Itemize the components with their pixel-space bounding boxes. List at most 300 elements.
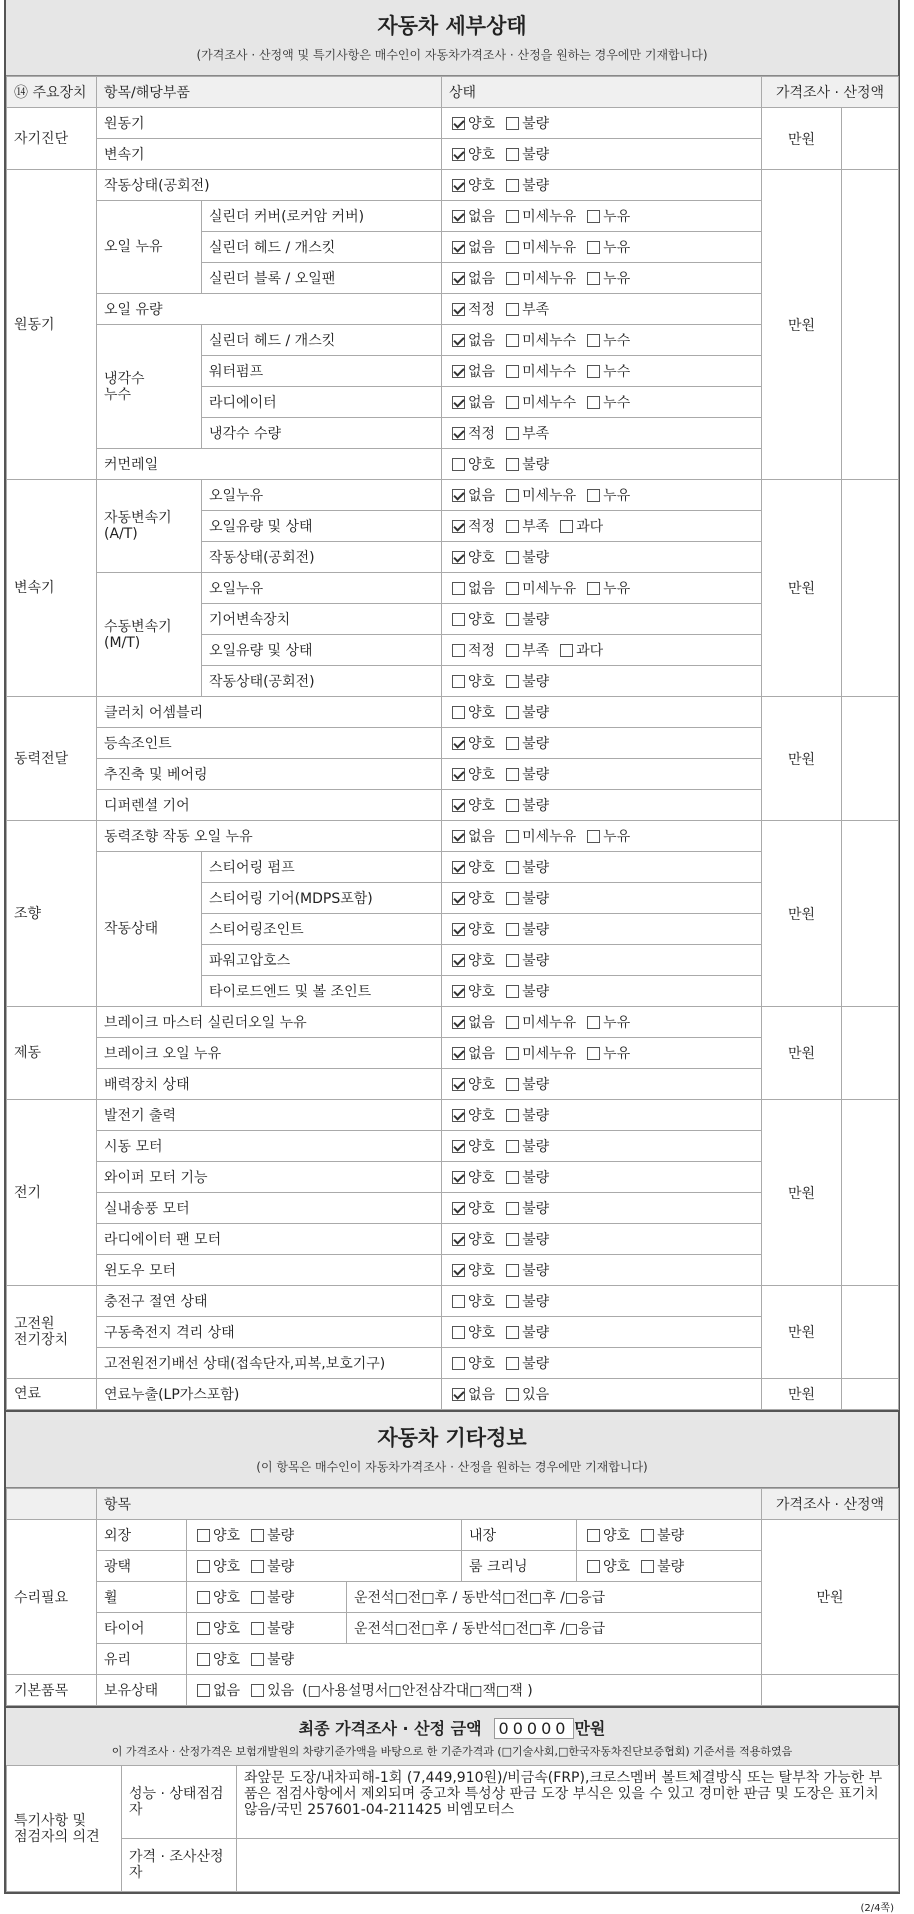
table-row (7, 1520, 899, 1551)
item-label: 고전원전기배선 상태(접속단자,피복,보호기구) (97, 1348, 442, 1379)
option-label: 불량 (522, 705, 550, 721)
item-label: 브레이크 마스터 실린더오일 누유 (97, 1007, 442, 1038)
checkbox-checked[interactable] (452, 1171, 465, 1184)
item-label: 충전구 절연 상태 (97, 1286, 442, 1317)
state-cell (442, 263, 762, 294)
seat-position-cell[interactable]: 운전석□전□후 / 동반석□전□후 /□응급 (347, 1582, 762, 1613)
checkbox[interactable] (506, 954, 519, 967)
option-label: 양호 (468, 1294, 496, 1310)
item-label: 실린더 헤드 / 개스킷 (202, 232, 442, 263)
checkbox[interactable] (506, 1109, 519, 1122)
checkbox-checked[interactable] (452, 799, 465, 812)
item-label: 오일유량 및 상태 (202, 635, 442, 666)
price-unit-cell[interactable]: 만원 (762, 1286, 842, 1379)
state-cell (442, 1379, 762, 1410)
checkbox[interactable] (506, 272, 519, 285)
checkbox[interactable] (452, 1357, 465, 1370)
state-cell (442, 1162, 762, 1193)
table-header-row (7, 77, 899, 108)
price-value-cell[interactable] (842, 1379, 899, 1410)
checkbox-checked[interactable] (452, 427, 465, 440)
checkbox-checked[interactable] (452, 365, 465, 378)
table-row (7, 821, 899, 852)
option-label: 양호 (468, 1356, 496, 1372)
final-note: 이 가격조사 · 산정가격은 보험개발원의 차량기준가액을 바탕으로 한 기준가격과 (□기술사회,□한국자동차진단보증협회) 기준서를 적용하였음 (111, 1745, 793, 1758)
option-label: 양호 (468, 736, 496, 752)
option-label: 불량 (522, 1294, 550, 1310)
price-value-cell[interactable] (842, 1100, 899, 1286)
checkbox[interactable] (506, 768, 519, 781)
checkbox[interactable] (197, 1684, 210, 1697)
state-cell: 양호 불량 (187, 1551, 462, 1582)
checkbox-checked[interactable] (452, 148, 465, 161)
option-label: 불량 (522, 674, 550, 690)
price-unit-cell[interactable]: 만원 (762, 1100, 842, 1286)
option-label: 없음 (468, 364, 496, 380)
state-cell (442, 666, 762, 697)
item-label: 변속기 (97, 139, 442, 170)
checkbox-checked[interactable] (452, 954, 465, 967)
checkbox-checked[interactable] (452, 923, 465, 936)
option-label: 양호 (468, 674, 496, 690)
group-label: 고전원 전기장치 (7, 1286, 97, 1379)
checkbox-checked[interactable] (452, 768, 465, 781)
item-label: 원동기 (97, 108, 442, 139)
option-label: 불량 (522, 550, 550, 566)
inspection-form-page (4, 0, 900, 1914)
item-label: 광택 (97, 1551, 187, 1582)
checkbox[interactable] (506, 1233, 519, 1246)
checkbox-checked[interactable] (452, 1140, 465, 1153)
state-cell (442, 1069, 762, 1100)
state-cell: 양호 불량 (187, 1644, 762, 1675)
option-label: 적정 (468, 519, 496, 535)
checkbox[interactable] (587, 210, 600, 223)
checkbox[interactable] (197, 1529, 210, 1542)
inspector-label: 성능 · 상태점검 자 (122, 1766, 237, 1839)
checkbox[interactable] (587, 272, 600, 285)
table-row (7, 1286, 899, 1317)
checkbox-checked[interactable] (452, 830, 465, 843)
state-cell (442, 728, 762, 759)
checkbox[interactable] (587, 334, 600, 347)
option-label: 양호 (468, 1201, 496, 1217)
detail-table (6, 76, 899, 1410)
item-label: 스티어링 펌프 (202, 852, 442, 883)
checkbox-checked[interactable] (452, 1016, 465, 1029)
option-label: 누수 (603, 333, 631, 349)
option-label: 미세누유 (522, 271, 577, 287)
checkbox-checked[interactable] (452, 1078, 465, 1091)
checkbox[interactable] (560, 520, 573, 533)
state-cell (442, 1224, 762, 1255)
checkbox[interactable] (587, 1016, 600, 1029)
checkbox-checked[interactable] (452, 985, 465, 998)
option-label: 양호 (468, 984, 496, 1000)
table-row (7, 1839, 899, 1892)
checkbox[interactable] (506, 1047, 519, 1060)
checkbox[interactable] (452, 675, 465, 688)
checkbox[interactable] (506, 1078, 519, 1091)
checkbox[interactable] (506, 1388, 519, 1401)
checkbox-checked[interactable] (452, 1233, 465, 1246)
item-label: 작동상태(공회전) (202, 666, 442, 697)
checkbox[interactable] (560, 644, 573, 657)
state-cell (442, 542, 762, 573)
checkbox[interactable] (587, 1560, 600, 1573)
item-label: 룸 크리닝 (462, 1551, 577, 1582)
group-label: 기본품목 (7, 1675, 97, 1706)
option-label: 불량 (522, 984, 550, 1000)
item-label: 휠 (97, 1582, 187, 1613)
checkbox-checked[interactable] (452, 396, 465, 409)
price-unit-cell[interactable]: 만원 (762, 1379, 842, 1410)
checkbox[interactable] (587, 365, 600, 378)
state-cell (442, 449, 762, 480)
group-label: 자기진단 (7, 108, 97, 170)
state-cell (442, 480, 762, 511)
group-label: 동력전달 (7, 697, 97, 821)
checkbox-checked[interactable] (452, 489, 465, 502)
checkbox[interactable] (197, 1591, 210, 1604)
price-value-cell[interactable] (842, 1007, 899, 1100)
checkbox-checked[interactable] (452, 210, 465, 223)
checkbox-checked[interactable] (452, 892, 465, 905)
checkbox[interactable] (506, 644, 519, 657)
remarks-table (6, 1765, 899, 1892)
option-label: 양호 (468, 1170, 496, 1186)
checkbox[interactable] (506, 117, 519, 130)
state-cell (442, 1255, 762, 1286)
checkbox-checked[interactable] (452, 1264, 465, 1277)
item-label: 구동축전지 격리 상태 (97, 1317, 442, 1348)
option-label: 불량 (522, 1139, 550, 1155)
item-label: 워터펌프 (202, 356, 442, 387)
checkbox[interactable] (587, 582, 600, 595)
state-cell (442, 170, 762, 201)
item-label: 연료누출(LP가스포함) (97, 1379, 442, 1410)
section-title: 자동차 기타정보 (377, 1426, 527, 1450)
table-header-row (7, 1489, 899, 1520)
checkbox[interactable] (506, 1357, 519, 1370)
option-label: 미세누수 (522, 333, 577, 349)
option-label: 누유 (603, 240, 631, 256)
table-row (7, 480, 899, 511)
state-cell (442, 852, 762, 883)
price-unit-cell[interactable]: 만원 (762, 170, 842, 480)
checkbox[interactable] (452, 1295, 465, 1308)
option-label: 없음 (468, 829, 496, 845)
checkbox-checked[interactable] (452, 1388, 465, 1401)
option-label: 누유 (603, 829, 631, 845)
price-unit-cell[interactable]: 만원 (762, 1007, 842, 1100)
checkbox[interactable] (506, 179, 519, 192)
checkbox[interactable] (506, 799, 519, 812)
option-label: 부족 (522, 426, 550, 442)
seat-position-cell[interactable]: 운전석□전□후 / 동반석□전□후 /□응급 (347, 1613, 762, 1644)
checkbox[interactable] (251, 1684, 264, 1697)
state-cell (442, 697, 762, 728)
option-label: 양호 (468, 891, 496, 907)
checkbox[interactable] (506, 861, 519, 874)
checkbox[interactable] (506, 1171, 519, 1184)
item-label: 냉각수 수량 (202, 418, 442, 449)
state-cell: 양호 불량 (187, 1613, 347, 1644)
checkbox[interactable] (641, 1529, 654, 1542)
checkbox[interactable] (506, 830, 519, 843)
option-label: 양호 (468, 1139, 496, 1155)
option-label: 누유 (603, 488, 631, 504)
checkbox-checked[interactable] (452, 520, 465, 533)
option-label: 양호 (468, 1077, 496, 1093)
checkbox[interactable] (197, 1560, 210, 1573)
state-cell: 없음 있음 (□사용설명서□안전삼각대□잭□잭 ) (187, 1675, 762, 1706)
item-label: 오일누유 (202, 480, 442, 511)
checkbox[interactable] (506, 365, 519, 378)
other-info-table (6, 1488, 899, 1706)
checkbox[interactable] (506, 1295, 519, 1308)
price-unit-cell[interactable]: 만원 (762, 697, 842, 821)
state-cell (442, 821, 762, 852)
group-label: 전기 (7, 1100, 97, 1286)
price-inspector-remarks[interactable] (237, 1839, 899, 1892)
inspector-remarks[interactable]: 좌앞문 도장/내차피해-1회 (7,449,910원)/비금속(FRP),크로스멤버 볼트체결방식 또는 탈부착 가능한 부품은 점검사항에서 제외되며 중고차 특성상 판금 도장 부식은 있을 수 있고 경미한 판금 및 도장은 표기치 않음/국민 257601-04-211425 비엠모터스 (237, 1766, 899, 1839)
checkbox[interactable] (506, 737, 519, 750)
option-label: 불량 (522, 860, 550, 876)
checkbox[interactable] (587, 830, 600, 843)
item-label: 타이어 (97, 1613, 187, 1644)
option-label: 양호 (468, 116, 496, 132)
checkbox[interactable] (506, 675, 519, 688)
item-label: 동력조향 작동 오일 누유 (97, 821, 442, 852)
state-cell (442, 1286, 762, 1317)
item-label: 커먼레일 (97, 449, 442, 480)
item-label: 기어변속장치 (202, 604, 442, 635)
checkbox[interactable] (251, 1591, 264, 1604)
checkbox-checked[interactable] (452, 861, 465, 874)
group-label: 제동 (7, 1007, 97, 1100)
state-cell (442, 976, 762, 1007)
group-label: 변속기 (7, 480, 97, 697)
option-label: 누수 (603, 395, 631, 411)
option-label: 없음 (468, 1046, 496, 1062)
checkbox[interactable] (251, 1560, 264, 1573)
item-label: 파워고압호스 (202, 945, 442, 976)
option-label: 불량 (522, 1201, 550, 1217)
checkbox[interactable] (506, 923, 519, 936)
checkbox[interactable] (506, 520, 519, 533)
option-label: 불량 (522, 1077, 550, 1093)
checkbox[interactable] (197, 1653, 210, 1666)
checkbox[interactable] (506, 396, 519, 409)
option-label: 불량 (522, 178, 550, 194)
checkbox-checked[interactable] (452, 1202, 465, 1215)
option-label: 없음 (468, 333, 496, 349)
option-label: 누유 (603, 1046, 631, 1062)
table-row (7, 108, 899, 139)
checkbox-checked[interactable] (452, 179, 465, 192)
checkbox[interactable] (197, 1622, 210, 1635)
state-cell (442, 1193, 762, 1224)
state-cell: 양호 불량 (577, 1551, 762, 1582)
checkbox[interactable] (506, 1264, 519, 1277)
price-value-cell[interactable] (842, 1286, 899, 1379)
checkbox-checked[interactable] (452, 737, 465, 750)
checkbox[interactable] (506, 892, 519, 905)
checkbox[interactable] (452, 706, 465, 719)
option-label: 불량 (522, 953, 550, 969)
option-label: 누유 (603, 581, 631, 597)
option-label: 양호 (468, 1232, 496, 1248)
option-label: 누수 (603, 364, 631, 380)
state-cell: 양호 불량 (577, 1520, 762, 1551)
option-label: 불량 (522, 1356, 550, 1372)
checkbox[interactable] (506, 241, 519, 254)
checkbox[interactable] (506, 1326, 519, 1339)
option-label: 없음 (468, 395, 496, 411)
price-value-cell[interactable] (842, 108, 899, 170)
option-label: 불량 (522, 1325, 550, 1341)
option-label: 불량 (522, 736, 550, 752)
checkbox-checked[interactable] (452, 272, 465, 285)
state-cell (442, 139, 762, 170)
price-value-cell[interactable] (842, 697, 899, 821)
subgroup-label: 작동상태 (97, 852, 202, 1007)
item-label: 보유상태 (97, 1675, 187, 1706)
state-cell (442, 387, 762, 418)
checkbox[interactable] (587, 241, 600, 254)
checkbox-checked[interactable] (452, 334, 465, 347)
item-label: 실린더 헤드 / 개스킷 (202, 325, 442, 356)
checkbox[interactable] (452, 1326, 465, 1339)
item-label: 발전기 출력 (97, 1100, 442, 1131)
checkbox-checked[interactable] (452, 551, 465, 564)
option-label: 양호 (468, 612, 496, 628)
checkbox[interactable] (587, 1047, 600, 1060)
checkbox[interactable] (506, 1016, 519, 1029)
checkbox[interactable] (506, 706, 519, 719)
item-label: 실내송풍 모터 (97, 1193, 442, 1224)
state-cell (442, 232, 762, 263)
checkbox[interactable] (452, 644, 465, 657)
col-header-item: 항목/해당부품 (97, 77, 442, 108)
checkbox[interactable] (587, 1529, 600, 1542)
col-header-price: 가격조사 · 산정액 (762, 77, 899, 108)
checkbox-checked[interactable] (452, 1047, 465, 1060)
checkbox[interactable] (506, 148, 519, 161)
checkbox-checked[interactable] (452, 117, 465, 130)
option-label: 없음 (468, 240, 496, 256)
checkbox[interactable] (452, 613, 465, 626)
price-cell[interactable]: 만원 (762, 1520, 899, 1675)
item-label: 내장 (462, 1520, 577, 1551)
option-label: 양호 (468, 922, 496, 938)
checkbox[interactable] (506, 458, 519, 471)
checkbox[interactable] (251, 1529, 264, 1542)
option-label: 양호 (468, 457, 496, 473)
checkbox[interactable] (506, 334, 519, 347)
option-label: 양호 (468, 953, 496, 969)
group-label: 원동기 (7, 170, 97, 480)
state-cell: 양호 불량 (187, 1582, 347, 1613)
subgroup-label: 냉각수 누수 (97, 325, 202, 449)
item-label: 실린더 커버(로커암 커버) (202, 201, 442, 232)
section-subtitle: (가격조사 · 산정액 및 특기사항은 매수인이 자동차가격조사 · 산정을 원하는 경우에만 기재합니다) (196, 48, 708, 62)
checkbox[interactable] (506, 1140, 519, 1153)
col-header-item: 항목 (97, 1489, 762, 1520)
price-unit-cell[interactable]: 만원 (762, 821, 842, 1007)
final-amount-unit: 만원 (574, 1719, 606, 1738)
item-label: 작동상태(공회전) (97, 170, 442, 201)
price-unit-cell[interactable]: 만원 (762, 480, 842, 697)
checkbox[interactable] (506, 551, 519, 564)
item-label: 라디에이터 (202, 387, 442, 418)
checkbox[interactable] (452, 582, 465, 595)
checkbox[interactable] (506, 489, 519, 502)
state-cell (442, 1348, 762, 1379)
checkbox[interactable] (452, 458, 465, 471)
option-label: 양호 (468, 550, 496, 566)
table-row (7, 1675, 899, 1706)
option-label: 불량 (522, 147, 550, 163)
state-cell (442, 1131, 762, 1162)
checkbox[interactable] (641, 1560, 654, 1573)
price-unit-cell[interactable]: 만원 (762, 108, 842, 170)
subgroup-label: 자동변속기 (A/T) (97, 480, 202, 573)
checkbox[interactable] (506, 582, 519, 595)
price-value-cell[interactable] (842, 170, 899, 480)
option-label: 과다 (576, 643, 604, 659)
state-cell (442, 604, 762, 635)
item-label: 오일유량 및 상태 (202, 511, 442, 542)
checkbox[interactable] (587, 489, 600, 502)
state-cell (442, 201, 762, 232)
checkbox[interactable] (251, 1622, 264, 1635)
price-value-cell[interactable] (842, 480, 899, 697)
option-label: 과다 (576, 519, 604, 535)
item-label: 라디에이터 팬 모터 (97, 1224, 442, 1255)
option-label: 누유 (603, 271, 631, 287)
final-amount[interactable]: 00000 (494, 1718, 575, 1739)
option-label: 없음 (468, 581, 496, 597)
checkbox-checked[interactable] (452, 303, 465, 316)
price-value-cell[interactable] (842, 821, 899, 1007)
checkbox[interactable] (506, 613, 519, 626)
table-row (7, 1766, 899, 1839)
item-label: 유리 (97, 1644, 187, 1675)
checkbox[interactable] (506, 210, 519, 223)
table-row (7, 1007, 899, 1038)
checkbox[interactable] (251, 1653, 264, 1666)
checkbox[interactable] (506, 1202, 519, 1215)
checkbox-checked[interactable] (452, 241, 465, 254)
option-label: 불량 (522, 1263, 550, 1279)
state-cell (442, 573, 762, 604)
checkbox[interactable] (587, 396, 600, 409)
checkbox[interactable] (506, 985, 519, 998)
checkbox[interactable] (506, 427, 519, 440)
option-label: 없음 (468, 1387, 496, 1403)
checkbox[interactable] (506, 303, 519, 316)
state-cell (442, 790, 762, 821)
option-label: 불량 (522, 612, 550, 628)
table-row (7, 1100, 899, 1131)
section-title: 자동차 세부상태 (377, 14, 527, 38)
option-label: 누유 (603, 209, 631, 225)
checkbox-checked[interactable] (452, 1109, 465, 1122)
option-label: 불량 (522, 116, 550, 132)
state-cell (442, 418, 762, 449)
